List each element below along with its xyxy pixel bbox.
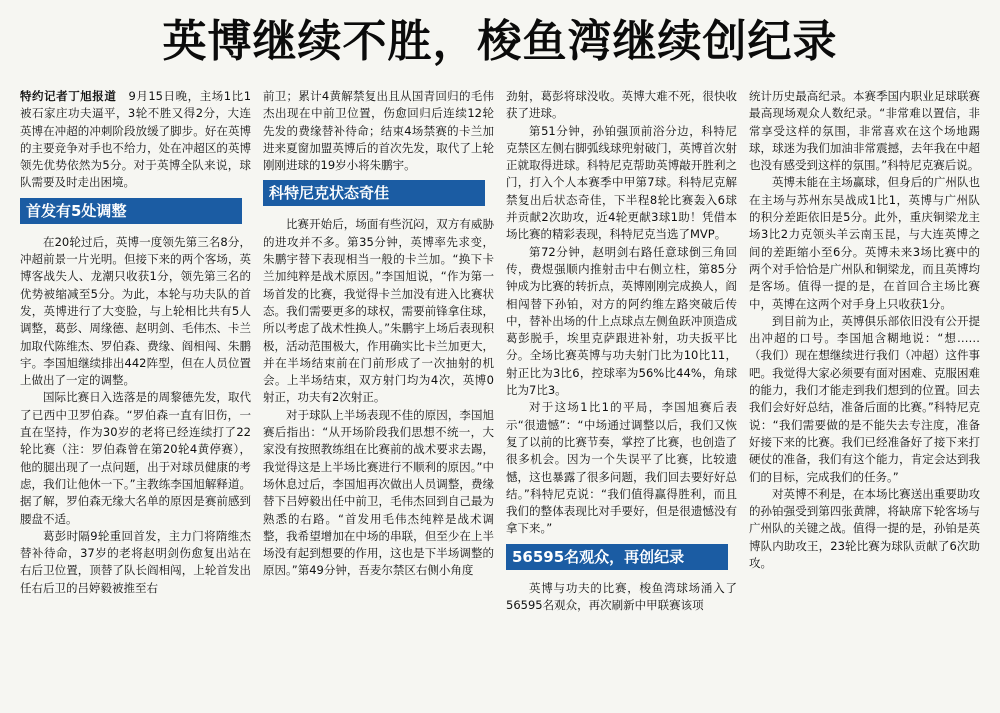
paragraph: 第72分钟，赵明剑右路任意球倒三角回传，费煜强顺内推射击中右侧立柱，第85分钟成为比赛的转折点，英博刚刚完成换人，阎相闯替下孙铂，对方的阿约维左路突破后传中，替补出场的什上点球点左侧鱼跃冲顶造成葛彭脱手，埃里克萨跟进补射，功夫扳平比分。全场比赛英博与功夫射门比为10比11，射正比为3比6，控球率为56%比44%，角球比为7比3。 — [506, 244, 737, 398]
lead-paragraph — [20, 88, 251, 192]
paragraph: 第51分钟，孙铂强顶前浴分边，科特尼克禁区左侧右脚弧线球兜射破门，英博首次射正就取得进球。科特尼克帮助英博敲开胜利之门，打入个人本赛季中甲第7球。科特尼克解禁复出后状态奇佳，下半程8轮比赛轰入6球并贡献2次助攻，近4轮更献3球1助！凭借本场比赛的精彩表现，科特尼克当选了MVP。 — [506, 123, 737, 242]
paragraph: 前卫；累计4黄解禁复出且从国青回归的毛伟杰出现在中前卫位置，伤愈回归后连续12轮先发的费缘替补待命；结束4场禁赛的卡兰加进来夏窗加盟英博后的首次先发，取代了上轮刚刚进球的19岁小将朱鹏宇。 — [263, 89, 494, 173]
column-1 — [20, 88, 251, 708]
paragraph: 统计历史最高纪录。本赛季国内职业足球联赛最高现场观众人数纪录。“非常难以置信，非常享受这样的氛围，非常喜欢在这个场地踢球，球迷为我们加油非常震撼，去年我在中超也没有感受到这样的氛围。”科特尼克赛后说。 — [749, 89, 980, 173]
paragraph: 对英博不利是，在本场比赛送出重要助攻的孙铂强受到第四张黄牌，将缺席下轮客场与广州队的关键之战。值得一提的是，孙铂是英博队内助攻王，23轮比赛为球队贡献了6次助攻。 — [749, 486, 980, 571]
byline: 特约记者丁旭报道 — [20, 89, 117, 103]
paragraph: 比赛开始后，场面有些沉闷，双方有威胁的进攻并不多。第35分钟，英博率先求变，朱鹏宇替下表现相当一般的卡兰加。“换下卡兰加纯粹是战术原因。”李国旭说，“作为第一场首发的比赛，我觉得卡兰加没有进入比赛状态。我们需要更多的球权，需要前锋拿住球，所以考虑了战术性换人。”朱鹏宇上场后表现积极，活动范围极大，作用确实比卡兰加更大，并在半场结束前在门前形成了一次抽射的机会。上半场结束，双方射门均为4次，英博0射正，功夫有2次射正。 — [263, 217, 494, 405]
paragraph: 对于球队上半场表现不佳的原因，李国旭赛后指出：“从开场阶段我们思想不统一，大家没有按照教练组在比赛前的战术要求去踢，我觉得这是上半场比赛进行不顺利的原因。”中场休息过后，李国旭再次做出人员调整，费缘替下吕婷毅出任中前卫，毛伟杰回到自己最为熟悉的右路。“首发用毛伟杰纯粹是战术调整，我希望增加在中场的串联，但至少在上半场没有起到想要的作用，这也是下半场调整的原因。”第49分钟，吾麦尔禁区右侧小角度 — [263, 407, 494, 578]
paragraph: 国际比赛日入选落是的周黎德先发，取代了已西中卫罗伯森。“罗伯森一直有旧伤，一直在坚持，作为30岁的老将已经连续打了22轮比赛（注：罗伯森曾在第20轮4黄停赛），他的腿出现了一点问题，出于对球员健康的考虑，我们让他休一下。”主教练李国旭解释道。据了解，罗伯森无缘大名单的原因是赛前感到腰盘不适。 — [20, 390, 251, 526]
column-4 — [749, 88, 980, 708]
lead-text: 9月15日晚，主场1比1被石家庄功夫逼平，3轮不胜又得2分，大连英博在冲超的冲刺阶段放缓了脚步。好在英博的主要竞争对手也不给力，处在冲超区的英博领先优势依然为5分。对于英博全队来说，球队需要及时走出困境。 — [20, 89, 251, 190]
paragraph: 到目前为止，英博俱乐部依旧没有公开提出冲超的口号。李国旭含糊地说：“想……（我们）现在想继续进行我们（冲超）这件事吧。我觉得大家必须要有面对困难、克服困难的能力，我们才能走到我们想到的位置。回去我们会好好总结，准备后面的比赛。”科特尼克说：“我们需要做的是不能失去专注度，准备好接下来的比赛。我们已经准备好了接下来打硬仗的准备，我们有这个能力，肯定会达到我们的目标，完成我们的任务。” — [749, 313, 980, 484]
column-3 — [506, 88, 737, 708]
paragraph: 英博未能在主场赢球，但身后的广州队也在主场与苏州东吴战成1比1，英博与广州队的积分差距依旧是5分。此外，重庆铜梁龙主场3比2力克领头羊云南玉昆，与大连英博之间的差距缩小至6分。英博未来3场比赛中的两个对手恰恰是广州队和铜梁龙，而且英博均是客场。值得一提的是，在首回合主场比赛中，英博在这两个对手身上只收获1分。 — [749, 175, 980, 311]
subhead-attendance: 56595名观众，再创纪录 — [506, 544, 728, 570]
article-columns — [20, 88, 982, 708]
paragraph: 在20轮过后，英博一度领先第三名8分，冲超前景一片光明。但接下来的两个客场，英博客战失人、龙潮只收获1分，领先第三名的优势被缩减至5分。为此，本轮与功夫队的首发，英博进行了大变脸，与上轮相比共有5人调整，葛彭、周缘德、赵明剑、毛伟杰、卡兰加取代陈维杰、罗伯森、费缘、阎相闯、朱鹏宇。李国旭继续排出442阵型，但在人员位置上做出了一定的调整。 — [20, 234, 251, 388]
paragraph: 英博与功夫的比赛，梭鱼湾球场涌入了56595名观众，再次刷新中甲联赛该项 — [506, 580, 737, 613]
column-2 — [263, 88, 494, 708]
subhead-lineup: 首发有5处调整 — [20, 198, 242, 224]
paragraph: 对于这场1比1的平局，李国旭赛后表示“很遗憾”：“中场通过调整以后，我们又恢复了以前的比赛节奏，掌控了比赛，也创造了很多机会。因为一个失误平了比赛，比较遗憾，这也暴露了很多问题，我们回去要好好总结。”科特尼克说：“我们值得赢得胜利，而且我们的整体表现比对手要好，但是很遗憾没有拿下来。” — [506, 400, 737, 536]
subhead-kotnik: 科特尼克状态奇佳 — [263, 180, 485, 206]
paragraph: 葛彭时隔9轮重回首发，主力门将隋维杰替补待命，37岁的老将赵明剑伤愈复出站在右后卫位置，顶替了队长阎相闯，上轮首发出任右后卫的吕婷毅被推至右 — [20, 528, 251, 595]
headline: 英博继续不胜，梭鱼湾继续创纪录 — [162, 16, 838, 67]
paragraph: 劲射，葛彭将球没收。英博大难不死，很快收获了进球。 — [506, 89, 737, 121]
